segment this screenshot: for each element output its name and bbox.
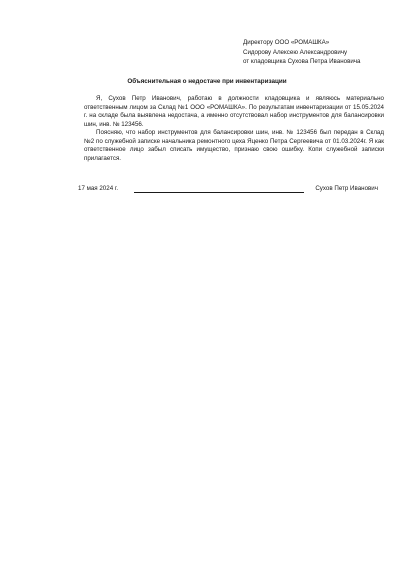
addressee-block xyxy=(243,38,360,67)
signature-name: Сухов Петр Иванович xyxy=(315,185,378,192)
addressee-line-name: Сидорову Алексею Александровичу xyxy=(243,48,348,56)
signature-line xyxy=(134,192,304,193)
addressee-line-director: Директору ООО «РОМАШКА» xyxy=(243,39,330,46)
signature-row xyxy=(78,185,378,195)
paragraph-1: Я, Сухов Петр Иванович, работаю в должности кладовщика и являюсь материально ответственным лицом за Склад №1 ООО «РОМАШКА». По результатам инвентаризации от 15.05.2024 г. на складе была выявлена недостача, а именно отсутствовал набор инструментов для балансировки шин, инв. № 123456. xyxy=(84,95,384,128)
document-title: Объяснительная о недостаче при инвентаризации xyxy=(127,78,287,85)
document-body xyxy=(84,95,384,163)
addressee-line-from: от кладовщика Сухова Петра Ивановича xyxy=(243,58,361,66)
paragraph-2: Поясняю, что набор инструментов для балансировки шин, инв. № 123456 был передан в Склад №2 по служебной записке начальника ремонтного цеха Яценко Петра Сергеевича от 01.03.2024г. Я как ответственное лицо забыл списать имущество, признаю свою ошибку. Копи служебной записки прилагается. xyxy=(84,129,384,162)
signature-date: 17 мая 2024 г. xyxy=(78,185,119,192)
